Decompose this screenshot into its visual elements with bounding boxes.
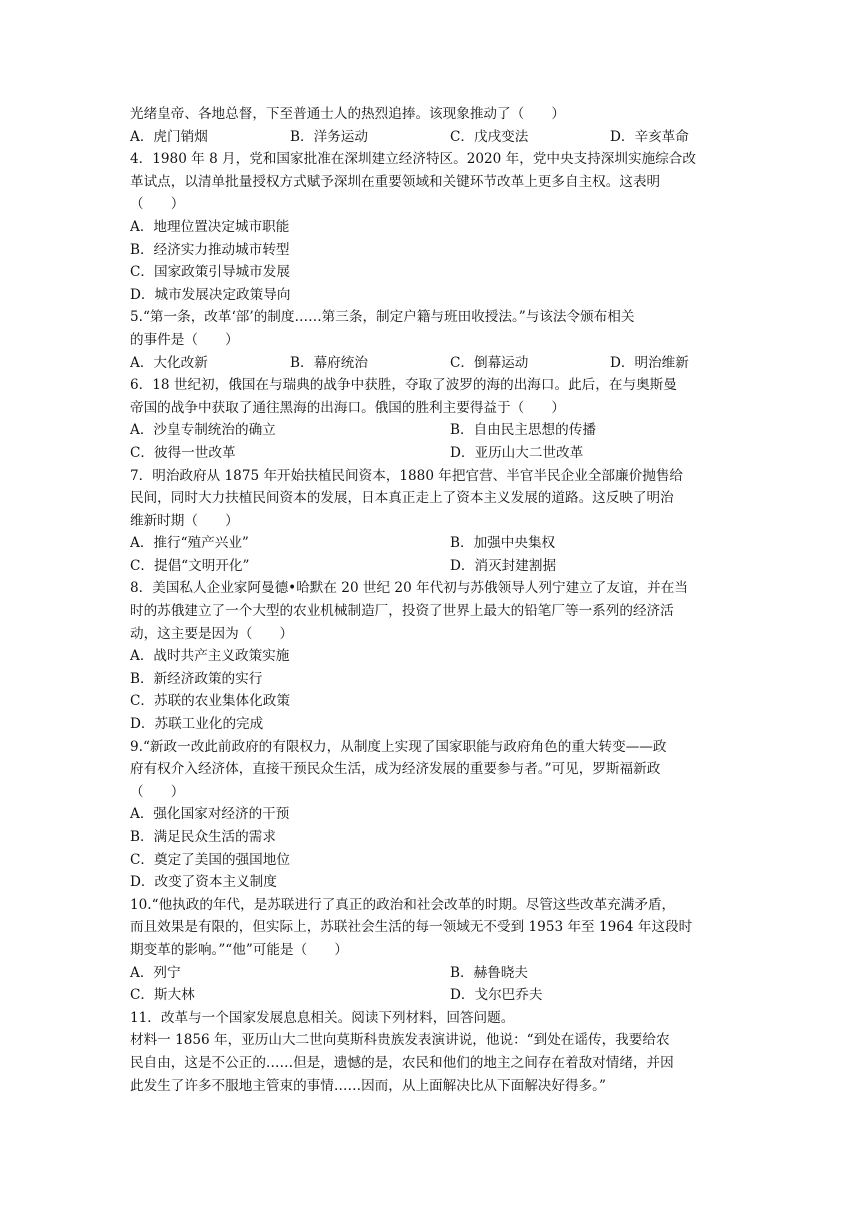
text-line: D．改变了资本主义制度	[130, 874, 277, 891]
text-line: 11．改革与一个国家发展息息相关。阅读下列材料，回答问题。	[130, 1009, 515, 1026]
options-row	[130, 984, 730, 1007]
answer-option: D．消灭封建割据	[450, 557, 557, 574]
text-line: 民间，同时大力扶植民间资本的发展，日本真正走上了资本主义发展的道路。这反映了明治	[130, 490, 674, 507]
answer-option: A．大化改新	[130, 354, 208, 371]
options-row	[130, 555, 730, 578]
text-line: 4．1980 年 8 月，党和国家批准在深圳建立经济特区。2020 年，党中央支持深圳实施综合改	[130, 151, 696, 168]
text-line: 7．明治政府从 1875 年开始扶植民间资本，1880 年把官营、半官半民企业全部廉价抛售给	[130, 467, 683, 484]
text-line: A．强化国家对经济的干预	[130, 806, 290, 823]
text-line: C．奠定了美国的强国地位	[130, 851, 290, 868]
text-line: B．新经济政策的实行	[130, 670, 263, 687]
text-line: 期变革的影响。”“他”可能是（ ）	[130, 941, 348, 958]
text-line: 而且效果是有限的，但实际上，苏联社会生活的每一领域无不受到 1953 年至 1964 年这段时	[130, 919, 693, 936]
text-line: 府有权介入经济体，直接干预民众生活，成为经济发展的重要参与者。”可见，罗斯福新政	[130, 761, 661, 778]
answer-option: C．提倡“文明开化”	[130, 557, 250, 574]
answer-option: B．洋务运动	[290, 128, 368, 145]
options-row	[130, 352, 730, 375]
text-line: A．地理位置决定城市职能	[130, 218, 290, 235]
options-row	[130, 532, 730, 555]
text-line: B．经济实力推动城市转型	[130, 241, 290, 258]
text-line: 帝国的战争中获取了通往黑海的出海口。俄国的胜利主要得益于（ ）	[130, 399, 565, 416]
text-line: 维新时期（ ）	[130, 512, 239, 529]
answer-option: B．幕府统治	[290, 354, 368, 371]
text-line: 时的苏俄建立了一个大型的农业机械制造厂，投资了世界上最大的铅笔厂等一系列的经济活	[130, 603, 674, 620]
exam-page	[130, 103, 730, 1097]
text-line: 光绪皇帝、各地总督，下至普通士人的热烈追捧。该现象推动了（ ）	[130, 106, 565, 122]
text-line: 5.“第一条，改革‘部’的制度……第三条，制定户籍与班田收授法。”与该法令颁布相关	[130, 309, 635, 326]
answer-option: A．列宁	[130, 964, 181, 981]
answer-option: B．加强中央集权	[450, 535, 556, 552]
answer-option: B．赫鲁晓夫	[450, 964, 528, 981]
answer-option: C．彼得一世改革	[130, 444, 236, 461]
text-line: D．苏联工业化的完成	[130, 716, 264, 733]
text-line: 9.“新政一改此前政府的有限权力，从制度上实现了国家职能与政府角色的重大转变——政	[130, 738, 667, 755]
options-row	[130, 962, 730, 985]
answer-option: D．明治维新	[610, 354, 689, 371]
answer-option: D．戈尔巴乔夫	[450, 987, 543, 1004]
text-line: 8．美国私人企业家阿曼德•哈默在 20 世纪 20 年代初与苏俄领导人列宁建立了友谊，并在当	[130, 580, 688, 597]
answer-option: C．戊戌变法	[450, 128, 529, 145]
text-line: 10.“他执政的年代，是苏联进行了真正的政治和社会改革的时期。尽管这些改革充满矛盾，	[130, 896, 676, 913]
text-line: 的事件是（ ）	[130, 331, 239, 348]
answer-option: A．沙皇专制统治的确立	[130, 422, 276, 439]
text-line: D．城市发展决定政策导向	[130, 286, 291, 303]
text-line: 革试点，以清单批量授权方式赋予深圳在重要领域和关键环节改革上更多自主权。这表明	[130, 173, 661, 190]
text-line: C．国家政策引导城市发展	[130, 264, 290, 281]
text-line: 民自由，这是不公正的……但是，遗憾的是，农民和他们的地主之间存在着敌对情绪，并因	[130, 1054, 674, 1071]
text-line: 此发生了许多不服地主管束的事情……因而，从上面解决比从下面解决好得多。”	[130, 1077, 606, 1094]
text-line: （ ）	[130, 783, 185, 800]
answer-option: C．倒幕运动	[450, 354, 529, 371]
options-row	[130, 126, 730, 149]
answer-option: B．自由民主思想的传播	[450, 422, 596, 439]
answer-option: D．亚历山大二世改革	[450, 444, 584, 461]
text-line: （ ）	[130, 196, 185, 213]
options-row	[130, 442, 730, 465]
text-line: 6．18 世纪初，俄国在与瑞典的战争中获胜，夺取了波罗的海的出海口。此后，在与奥斯曼	[130, 377, 677, 394]
text-line: B．满足民众生活的需求	[130, 829, 276, 845]
answer-option: D．辛亥革命	[610, 128, 689, 145]
text-line: 材料一 1856 年，亚历山大二世向莫斯科贵族发表演讲说，他说：“到处在谣传，我要给农	[130, 1032, 670, 1049]
options-row	[130, 419, 730, 442]
answer-option: C．斯大林	[130, 987, 195, 1004]
answer-option: A．推行“殖产兴业”	[130, 535, 249, 552]
answer-option: A．虎门销烟	[130, 128, 208, 145]
text-line: C．苏联的农业集体化政策	[130, 693, 290, 710]
text-line: 动，这主要是因为（ ）	[130, 625, 294, 642]
text-line: A．战时共产主义政策实施	[130, 648, 290, 665]
